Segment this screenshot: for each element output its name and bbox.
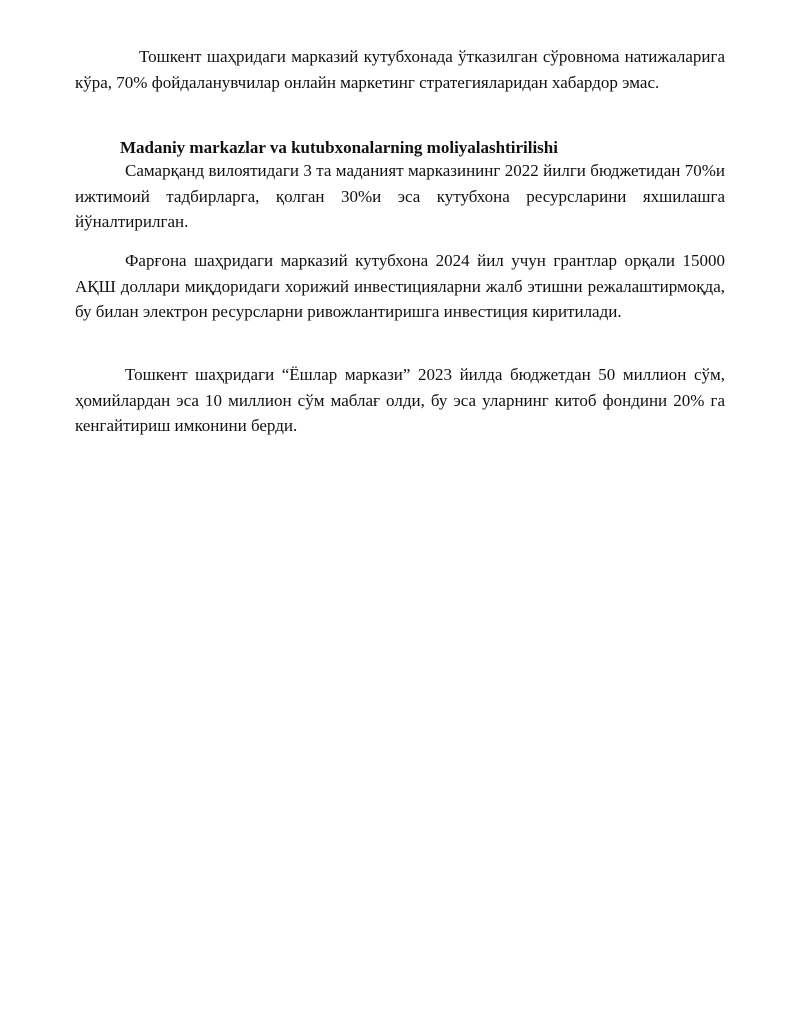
paragraph-fergana-grants: Фарғона шаҳридаги марказий кутубхона 2024 йил учун грантлар орқали 15000 АҚШ доллари миқдоридаги хорижий инвестицияларни жалб этишни режалаштирмоқда, бу билан электрон ресурсларни ривожлантиришга инвестиция киритилади. (75, 251, 725, 321)
paragraph-survey-results: Тошкент шаҳридаги марказий кутубхонада ўтказилган сўровнома натижаларига кўра, 70% фойдаланувчилар онлайн маркетинг стратегияларидан хабардор эмас. (75, 47, 725, 92)
paragraph-samarkand-budget: Самарқанд вилоятидаги 3 та маданият марказининг 2022 йилги бюджетидан 70%и ижтимоий тадбирларга, қолган 30%и эса кутубхона ресурсларини яхшилашга йўналтирилган. (75, 161, 725, 231)
section-heading: Madaniy markazlar va kutubxonalarning moliyalashtirilishi (120, 138, 558, 157)
paragraph-youth-center: Тошкент шаҳридаги “Ёшлар маркази” 2023 йилда бюджетдан 50 миллион сўм, ҳомийлардан эса 10 миллион сўм маблағ олди, бу эса уларнинг китоб фондини 20% га кенгайтириш имконини берди. (75, 365, 725, 435)
